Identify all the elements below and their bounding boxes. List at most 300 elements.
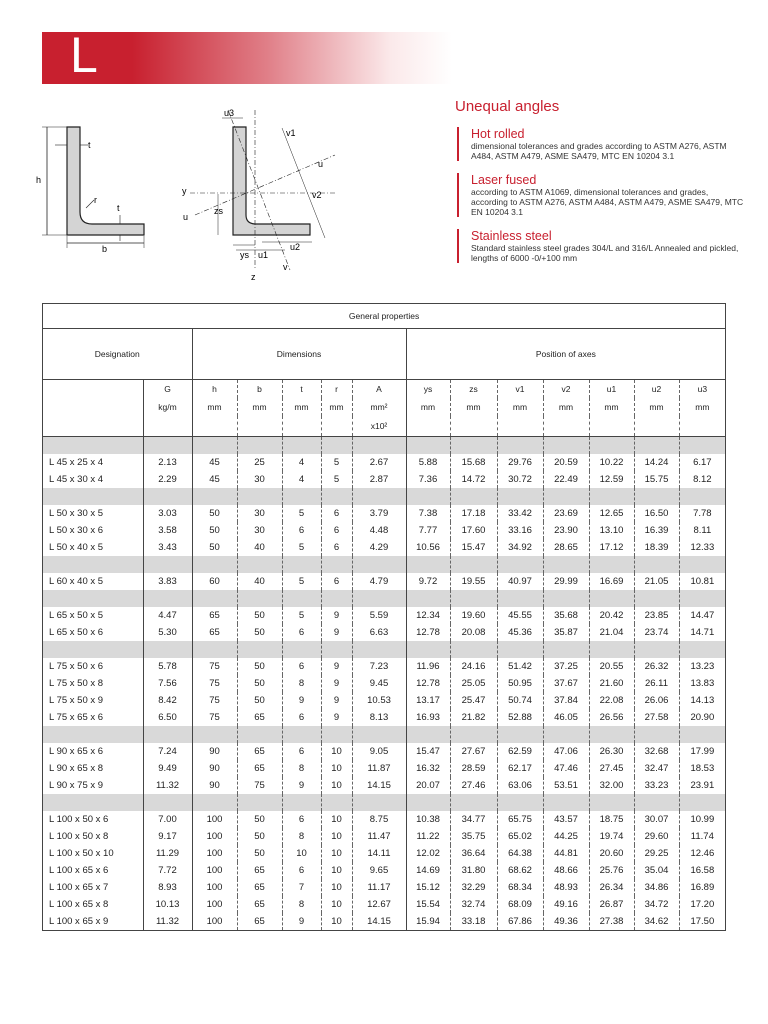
cell-designation: L 75 x 50 x 6	[49, 661, 104, 672]
cell-u1: 16.69	[589, 573, 634, 590]
cell-r: 10	[321, 913, 352, 930]
table-row	[43, 607, 725, 624]
info-block-hot-rolled	[457, 127, 745, 161]
cell-h: 90	[192, 760, 237, 777]
cell-b: 50	[237, 811, 282, 828]
group-separator	[43, 794, 725, 811]
cell-v1: 68.34	[497, 879, 543, 896]
col-unit-b: mm	[237, 398, 282, 416]
table-row	[43, 471, 725, 488]
cell-b: 40	[237, 539, 282, 556]
cell-v2: 23.90	[543, 522, 589, 539]
cell-g: 2.13	[143, 454, 192, 471]
cell-t: 5	[282, 539, 321, 556]
cell-ys: 9.72	[406, 573, 450, 590]
cell-r: 10	[321, 777, 352, 794]
cell-u3: 8.12	[679, 471, 725, 488]
cell-g: 9.17	[143, 828, 192, 845]
col-symbol-t: t	[282, 380, 321, 399]
label-v1: v1	[286, 128, 296, 138]
cell-g: 3.03	[143, 505, 192, 522]
cell-h: 60	[192, 573, 237, 590]
cell-r: 6	[321, 573, 352, 590]
cell-u1: 20.60	[589, 845, 634, 862]
cell-u1: 26.87	[589, 896, 634, 913]
cell-u1: 27.38	[589, 913, 634, 930]
cell-designation: L 45 x 30 x 4	[49, 474, 104, 485]
col-unit-v2: mm	[543, 398, 589, 416]
cell-t: 8	[282, 896, 321, 913]
column-units	[43, 398, 725, 416]
cell-u1: 20.42	[589, 607, 634, 624]
cell-u2: 26.11	[634, 675, 679, 692]
cell-b: 50	[237, 624, 282, 641]
column-extra	[43, 416, 725, 437]
cell-r: 6	[321, 505, 352, 522]
cell-u3: 16.58	[679, 862, 725, 879]
cell-u3: 23.91	[679, 777, 725, 794]
cell-g: 7.72	[143, 862, 192, 879]
cell-g: 5.30	[143, 624, 192, 641]
position-of-axes-header: Position of axes	[406, 329, 725, 380]
cell-g: 7.00	[143, 811, 192, 828]
cell-v1: 30.72	[497, 471, 543, 488]
cell-designation: L 90 x 75 x 9	[49, 780, 104, 791]
cell-g: 6.50	[143, 709, 192, 726]
cell-u1: 20.55	[589, 658, 634, 675]
cell-a: 11.47	[352, 828, 406, 845]
cell-u1: 12.65	[589, 505, 634, 522]
cell-g: 8.42	[143, 692, 192, 709]
cell-t: 10	[282, 845, 321, 862]
col-unit-zs: mm	[450, 398, 497, 416]
cell-v2: 53.51	[543, 777, 589, 794]
col-symbol-r: r	[321, 380, 352, 399]
table-row	[43, 675, 725, 692]
cell-zs: 27.67	[450, 743, 497, 760]
cell-u3: 17.20	[679, 896, 725, 913]
cell-u1: 18.75	[589, 811, 634, 828]
cell-b: 50	[237, 658, 282, 675]
cell-g: 3.58	[143, 522, 192, 539]
col-symbol-u2: u2	[634, 380, 679, 399]
cell-ys: 20.07	[406, 777, 450, 794]
table-row	[43, 845, 725, 862]
cell-g: 11.32	[143, 777, 192, 794]
cell-b: 50	[237, 675, 282, 692]
cell-u1: 27.45	[589, 760, 634, 777]
cell-u1: 10.22	[589, 454, 634, 471]
cell-designation: L 50 x 30 x 5	[49, 508, 104, 519]
angle-diagram	[0, 90, 450, 290]
dimensions-header: Dimensions	[192, 329, 406, 380]
label-u3: u3	[224, 108, 235, 118]
cell-h: 90	[192, 743, 237, 760]
axes-section	[182, 108, 335, 282]
cell-v1: 50.95	[497, 675, 543, 692]
cell-h: 100	[192, 828, 237, 845]
cell-u2: 26.32	[634, 658, 679, 675]
table-row	[43, 692, 725, 709]
cell-v2: 48.93	[543, 879, 589, 896]
cell-v1: 33.16	[497, 522, 543, 539]
cell-t: 8	[282, 760, 321, 777]
cell-u3: 16.89	[679, 879, 725, 896]
general-properties-header: General properties	[43, 304, 725, 329]
cell-v1: 51.42	[497, 658, 543, 675]
cell-b: 65	[237, 913, 282, 930]
cell-g: 7.24	[143, 743, 192, 760]
cell-b: 50	[237, 607, 282, 624]
cell-v2: 49.16	[543, 896, 589, 913]
cell-t: 4	[282, 471, 321, 488]
label-r: r	[94, 195, 97, 205]
table-row	[43, 454, 725, 471]
cell-zs: 25.47	[450, 692, 497, 709]
cell-r: 5	[321, 454, 352, 471]
cell-g: 10.13	[143, 896, 192, 913]
cell-a: 3.79	[352, 505, 406, 522]
cell-r: 5	[321, 471, 352, 488]
cell-u1: 22.08	[589, 692, 634, 709]
header-banner	[42, 32, 452, 84]
group-separator	[43, 590, 725, 607]
cell-r: 10	[321, 743, 352, 760]
cell-b: 50	[237, 828, 282, 845]
table-row	[43, 913, 725, 930]
cell-v2: 43.57	[543, 811, 589, 828]
cell-u3: 17.99	[679, 743, 725, 760]
cell-zs: 25.05	[450, 675, 497, 692]
col-unit-u3: mm	[679, 398, 725, 416]
cell-a: 12.67	[352, 896, 406, 913]
table-row	[43, 539, 725, 556]
cell-r: 9	[321, 658, 352, 675]
cell-designation: L 65 x 50 x 6	[49, 627, 104, 638]
section-letter: L	[70, 27, 98, 83]
col-symbol-h: h	[192, 380, 237, 399]
cell-ys: 14.69	[406, 862, 450, 879]
cell-designation: L 100 x 50 x 8	[49, 831, 109, 842]
table-row	[43, 760, 725, 777]
cell-b: 30	[237, 505, 282, 522]
cell-v1: 65.75	[497, 811, 543, 828]
cell-h: 90	[192, 777, 237, 794]
cell-b: 65	[237, 709, 282, 726]
cell-b: 75	[237, 777, 282, 794]
cell-ys: 12.02	[406, 845, 450, 862]
cell-g: 3.83	[143, 573, 192, 590]
cell-ys: 11.22	[406, 828, 450, 845]
cell-zs: 33.18	[450, 913, 497, 930]
label-t-bottom: t	[117, 203, 120, 213]
cell-a: 2.67	[352, 454, 406, 471]
cell-h: 100	[192, 862, 237, 879]
cell-h: 100	[192, 913, 237, 930]
cell-designation: L 100 x 50 x 6	[49, 814, 109, 825]
designation-header: Designation	[43, 329, 192, 380]
cell-h: 50	[192, 505, 237, 522]
cell-v2: 22.49	[543, 471, 589, 488]
cell-b: 30	[237, 522, 282, 539]
cell-designation: L 90 x 65 x 6	[49, 746, 104, 757]
cell-v1: 67.86	[497, 913, 543, 930]
cell-a: 11.87	[352, 760, 406, 777]
cell-h: 75	[192, 709, 237, 726]
cell-v2: 37.67	[543, 675, 589, 692]
cell-t: 9	[282, 692, 321, 709]
col-unit-u1: mm	[589, 398, 634, 416]
cell-h: 100	[192, 845, 237, 862]
cell-h: 65	[192, 607, 237, 624]
label-u2: u2	[290, 242, 301, 252]
cell-u2: 32.47	[634, 760, 679, 777]
cell-designation: L 100 x 65 x 6	[49, 865, 109, 876]
col-symbol-v2: v2	[543, 380, 589, 399]
cell-v1: 64.38	[497, 845, 543, 862]
cell-v1: 68.62	[497, 862, 543, 879]
cell-u2: 23.85	[634, 607, 679, 624]
info-heading: Laser fused	[471, 173, 537, 187]
cell-zs: 36.64	[450, 845, 497, 862]
cell-g: 4.47	[143, 607, 192, 624]
cell-t: 9	[282, 777, 321, 794]
cell-r: 10	[321, 896, 352, 913]
cell-a: 14.15	[352, 913, 406, 930]
cell-b: 40	[237, 573, 282, 590]
cell-r: 9	[321, 709, 352, 726]
cell-designation: L 75 x 65 x 6	[49, 712, 104, 723]
table-row	[43, 862, 725, 879]
cell-v2: 44.25	[543, 828, 589, 845]
cell-u2: 23.74	[634, 624, 679, 641]
cell-v1: 33.42	[497, 505, 543, 522]
col-unit-g: kg/m	[143, 398, 192, 416]
cell-g: 8.93	[143, 879, 192, 896]
cell-v1: 52.88	[497, 709, 543, 726]
cell-ys: 12.78	[406, 624, 450, 641]
cell-t: 5	[282, 505, 321, 522]
col-unit-u2: mm	[634, 398, 679, 416]
label-u-left: u	[183, 212, 189, 222]
label-u1: u1	[258, 250, 269, 260]
cell-u2: 35.04	[634, 862, 679, 879]
cell-h: 75	[192, 692, 237, 709]
cell-v1: 45.36	[497, 624, 543, 641]
info-heading: Hot rolled	[471, 127, 525, 141]
cell-t: 6	[282, 624, 321, 641]
label-zs: zs	[214, 206, 223, 216]
cell-a: 4.48	[352, 522, 406, 539]
col-symbol-a: A	[352, 380, 406, 399]
cell-g: 3.43	[143, 539, 192, 556]
label-t-top: t	[88, 140, 91, 150]
cell-zs: 19.60	[450, 607, 497, 624]
cell-ys: 7.77	[406, 522, 450, 539]
cell-zs: 35.75	[450, 828, 497, 845]
cell-u3: 6.17	[679, 454, 725, 471]
info-text: according to ASTM A1069, dimensional tolerances and grades, according to ASTM A276, ASTM A484, ASTM A479, ASME SA479, MTC EN 10204 3.1	[471, 187, 744, 217]
table-row	[43, 505, 725, 522]
group-separator	[43, 437, 725, 455]
cell-a: 11.17	[352, 879, 406, 896]
col-symbol-ys: ys	[406, 380, 450, 399]
cell-zs: 19.55	[450, 573, 497, 590]
cell-u2: 26.06	[634, 692, 679, 709]
cell-b: 50	[237, 692, 282, 709]
cell-u3: 13.23	[679, 658, 725, 675]
cell-a: 14.15	[352, 777, 406, 794]
cell-ys: 10.56	[406, 539, 450, 556]
cell-b: 25	[237, 454, 282, 471]
cell-u2: 33.23	[634, 777, 679, 794]
label-h: h	[36, 175, 42, 185]
cell-designation: L 100 x 65 x 8	[49, 899, 109, 910]
cell-designation: L 50 x 30 x 6	[49, 525, 104, 536]
cell-a: 5.59	[352, 607, 406, 624]
cell-u2: 32.68	[634, 743, 679, 760]
cell-h: 45	[192, 454, 237, 471]
col-symbol-zs: zs	[450, 380, 497, 399]
label-u: u	[318, 159, 324, 169]
cell-g: 5.78	[143, 658, 192, 675]
cell-u3: 17.50	[679, 913, 725, 930]
cell-v2: 29.99	[543, 573, 589, 590]
group-separator	[43, 488, 725, 505]
cell-r: 10	[321, 760, 352, 777]
cell-a: 10.53	[352, 692, 406, 709]
cell-v2: 47.46	[543, 760, 589, 777]
cell-r: 6	[321, 522, 352, 539]
cell-u3: 14.71	[679, 624, 725, 641]
cell-ys: 7.38	[406, 505, 450, 522]
col-unit-h: mm	[192, 398, 237, 416]
cell-u3: 7.78	[679, 505, 725, 522]
cell-ys: 16.32	[406, 760, 450, 777]
cell-zs: 28.59	[450, 760, 497, 777]
cell-t: 5	[282, 573, 321, 590]
cell-u2: 30.07	[634, 811, 679, 828]
cell-ys: 5.88	[406, 454, 450, 471]
cell-designation: L 100 x 65 x 9	[49, 916, 109, 927]
cell-r: 10	[321, 828, 352, 845]
cell-ys: 15.54	[406, 896, 450, 913]
cell-ys: 13.17	[406, 692, 450, 709]
cell-v1: 62.17	[497, 760, 543, 777]
info-block-stainless-steel	[457, 229, 745, 263]
cell-v2: 48.66	[543, 862, 589, 879]
cell-ys: 15.12	[406, 879, 450, 896]
cell-a: 2.87	[352, 471, 406, 488]
label-b: b	[102, 244, 108, 254]
cell-ys: 15.94	[406, 913, 450, 930]
col-symbol-b: b	[237, 380, 282, 399]
cell-h: 100	[192, 879, 237, 896]
cell-a: 8.75	[352, 811, 406, 828]
cell-t: 7	[282, 879, 321, 896]
label-ys: ys	[240, 250, 249, 260]
cell-v2: 47.06	[543, 743, 589, 760]
label-v2: v2	[312, 190, 322, 200]
cell-zs: 15.47	[450, 539, 497, 556]
cell-ys: 12.78	[406, 675, 450, 692]
cell-u1: 19.74	[589, 828, 634, 845]
cell-u3: 14.13	[679, 692, 725, 709]
group-separator	[43, 726, 725, 743]
cell-a: 8.13	[352, 709, 406, 726]
cell-u1: 17.12	[589, 539, 634, 556]
cell-a: 9.05	[352, 743, 406, 760]
group-separator	[43, 556, 725, 573]
cell-b: 65	[237, 862, 282, 879]
cell-u2: 15.75	[634, 471, 679, 488]
cell-h: 100	[192, 811, 237, 828]
cell-h: 50	[192, 522, 237, 539]
cell-h: 50	[192, 539, 237, 556]
cell-t: 9	[282, 913, 321, 930]
col-extra-a: x10²	[352, 416, 406, 437]
cell-g: 11.29	[143, 845, 192, 862]
info-block-laser-fused	[457, 173, 745, 217]
cell-v2: 35.87	[543, 624, 589, 641]
cell-ys: 16.93	[406, 709, 450, 726]
cell-u3: 20.90	[679, 709, 725, 726]
cell-zs: 34.77	[450, 811, 497, 828]
cell-a: 4.29	[352, 539, 406, 556]
cell-zs: 31.80	[450, 862, 497, 879]
cell-b: 65	[237, 760, 282, 777]
cell-zs: 17.18	[450, 505, 497, 522]
cell-v1: 65.02	[497, 828, 543, 845]
cell-u3: 11.74	[679, 828, 725, 845]
cell-r: 6	[321, 539, 352, 556]
cell-u1: 21.04	[589, 624, 634, 641]
cell-u2: 34.86	[634, 879, 679, 896]
cell-t: 8	[282, 828, 321, 845]
cell-u2: 18.39	[634, 539, 679, 556]
cell-v1: 29.76	[497, 454, 543, 471]
cell-u2: 16.39	[634, 522, 679, 539]
label-v: v	[283, 262, 288, 272]
cell-u1: 26.56	[589, 709, 634, 726]
col-symbol-v1: v1	[497, 380, 543, 399]
cell-r: 10	[321, 811, 352, 828]
cell-r: 9	[321, 675, 352, 692]
cell-a: 14.11	[352, 845, 406, 862]
cell-u2: 29.25	[634, 845, 679, 862]
cell-v1: 62.59	[497, 743, 543, 760]
cell-u1: 21.60	[589, 675, 634, 692]
table-row	[43, 879, 725, 896]
cell-r: 10	[321, 862, 352, 879]
cell-v1: 40.97	[497, 573, 543, 590]
profile-section	[36, 127, 144, 254]
cell-u2: 27.58	[634, 709, 679, 726]
cell-g: 11.32	[143, 913, 192, 930]
cell-h: 45	[192, 471, 237, 488]
cell-t: 6	[282, 709, 321, 726]
cell-v1: 63.06	[497, 777, 543, 794]
cell-a: 4.79	[352, 573, 406, 590]
cell-t: 6	[282, 658, 321, 675]
cell-designation: L 50 x 40 x 5	[49, 542, 104, 553]
cell-u2: 16.50	[634, 505, 679, 522]
cell-u3: 10.81	[679, 573, 725, 590]
cell-zs: 20.08	[450, 624, 497, 641]
column-symbols	[43, 380, 725, 399]
group-separator	[43, 641, 725, 658]
cell-v2: 28.65	[543, 539, 589, 556]
